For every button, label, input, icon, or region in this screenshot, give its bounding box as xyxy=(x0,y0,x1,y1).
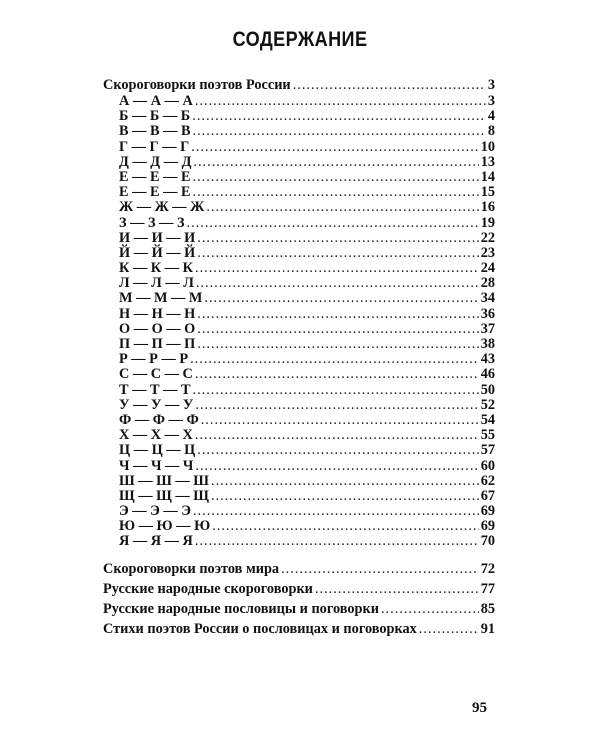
toc-entry-label: К — К — К xyxy=(119,260,193,277)
page-number: 95 xyxy=(472,700,487,716)
page-title: СОДЕРЖАНИЕ xyxy=(232,28,368,51)
toc-page-number: 16 xyxy=(480,199,495,216)
toc-entry-label: Щ — Щ — Щ xyxy=(119,487,209,504)
toc-entry[interactable] xyxy=(103,185,495,200)
toc-page-number: 22 xyxy=(480,229,495,246)
toc-entry[interactable] xyxy=(103,534,495,549)
toc-entry-label: А — А — А xyxy=(119,93,193,109)
dot-leader xyxy=(192,109,486,124)
toc-entry[interactable] xyxy=(103,276,495,291)
toc-entry[interactable] xyxy=(103,216,495,231)
toc-page-number: 3 xyxy=(487,77,495,93)
toc-page-number: 52 xyxy=(480,396,495,413)
toc-page-number: 37 xyxy=(480,320,495,337)
dot-leader xyxy=(195,261,479,276)
toc-section[interactable] xyxy=(103,599,495,619)
toc-page-number: 13 xyxy=(480,153,495,170)
toc-section[interactable] xyxy=(103,579,495,599)
toc-page-number: 3 xyxy=(487,93,495,109)
toc-entry-label: Г — Г — Г xyxy=(119,138,190,155)
dot-leader xyxy=(212,519,479,534)
toc-entry-label: Е — Е — Е xyxy=(119,184,191,201)
toc-entry[interactable] xyxy=(103,398,495,413)
toc-entry[interactable] xyxy=(103,291,495,306)
toc-entry-label: Н — Н — Н xyxy=(119,305,196,322)
dot-leader xyxy=(197,337,478,352)
toc-page-number: 72 xyxy=(480,560,495,577)
toc-entry-label: Р — Р — Р xyxy=(119,351,189,368)
toc-page-number: 62 xyxy=(480,472,495,489)
dot-leader xyxy=(195,428,479,443)
dot-leader xyxy=(281,559,479,579)
dot-leader xyxy=(197,443,478,458)
toc-entry[interactable] xyxy=(103,155,495,170)
toc-section[interactable] xyxy=(103,75,495,94)
toc-page-number: 23 xyxy=(480,244,495,261)
toc-entry-label: Ж — Ж — Ж xyxy=(119,199,205,216)
dot-leader xyxy=(197,322,478,337)
toc-entry-label: Л — Л — Л xyxy=(119,275,194,292)
section-spacer xyxy=(103,550,495,559)
dot-leader xyxy=(196,276,479,291)
dot-leader xyxy=(381,599,479,619)
toc-entry[interactable] xyxy=(103,489,495,504)
toc-section-label: Скороговорки поэтов России xyxy=(103,77,291,93)
dot-leader xyxy=(195,459,478,474)
dot-leader xyxy=(193,155,478,170)
dot-leader xyxy=(193,124,486,139)
toc-entry-label: П — П — П xyxy=(119,336,196,352)
toc-entry-label: И — И — И xyxy=(119,229,196,246)
toc-section-label: Русские народные скороговорки xyxy=(103,580,313,597)
toc-section[interactable] xyxy=(103,619,495,639)
toc-entry-label: Ш — Ш — Ш xyxy=(119,472,209,489)
toc-entry-label: Э — Э — Э xyxy=(119,503,191,520)
dot-leader xyxy=(204,291,478,306)
dot-leader xyxy=(293,75,486,95)
table-of-contents xyxy=(103,75,495,639)
dot-leader xyxy=(195,367,479,382)
toc-entry-label: Й — Й — Й xyxy=(119,244,196,261)
dot-leader xyxy=(211,489,479,504)
toc-page-number: 57 xyxy=(480,442,495,459)
toc-entry[interactable] xyxy=(103,367,495,382)
toc-page-number: 77 xyxy=(480,580,495,597)
toc-page-number: 43 xyxy=(480,351,495,368)
dot-leader xyxy=(211,474,479,489)
toc-page-number: 8 xyxy=(487,123,495,140)
dot-leader xyxy=(187,216,479,231)
toc-section-label: Стихи поэтов России о пословицах и поговорках xyxy=(103,620,417,637)
dot-leader xyxy=(193,504,479,519)
toc-entry[interactable] xyxy=(103,170,495,185)
toc-page-number: 14 xyxy=(480,168,495,185)
dot-leader xyxy=(419,619,479,639)
toc-section-label: Русские народные пословицы и поговорки xyxy=(103,600,379,617)
toc-entry-label: Б — Б — Б xyxy=(119,108,191,125)
toc-entry-label: Х — Х — Х xyxy=(119,427,193,444)
toc-page-number: 10 xyxy=(480,138,495,155)
toc-entry[interactable] xyxy=(103,383,495,398)
toc-page-number: 67 xyxy=(480,487,495,504)
toc-entry[interactable] xyxy=(103,246,495,261)
toc-page-number: 46 xyxy=(480,366,495,383)
toc-entry[interactable] xyxy=(103,504,495,519)
toc-section[interactable] xyxy=(103,559,495,579)
dot-leader xyxy=(197,307,478,322)
toc-entry[interactable] xyxy=(103,337,495,352)
toc-page-number: 4 xyxy=(487,108,495,125)
toc-entry-label: Т — Т — Т xyxy=(119,381,191,398)
dot-leader xyxy=(193,185,479,200)
toc-page-number: 28 xyxy=(480,275,495,292)
toc-entry-label: У — У — У xyxy=(119,396,194,413)
dot-leader xyxy=(197,246,478,261)
toc-page-number: 69 xyxy=(480,518,495,535)
toc-page-number: 69 xyxy=(480,503,495,520)
toc-page-number: 24 xyxy=(480,260,495,277)
toc-entry[interactable] xyxy=(103,519,495,534)
toc-entry[interactable] xyxy=(103,443,495,458)
toc-entry-label: Е — Е — Е xyxy=(119,168,191,185)
toc-entry[interactable] xyxy=(103,200,495,215)
toc-entry-label: С — С — С xyxy=(119,366,193,383)
dot-leader xyxy=(315,579,479,599)
toc-entry[interactable] xyxy=(103,231,495,246)
toc-entry-label: Ф — Ф — Ф xyxy=(119,411,199,428)
toc-page-number: 36 xyxy=(480,305,495,322)
dot-leader xyxy=(195,398,478,413)
toc-page-number: 91 xyxy=(480,620,495,637)
toc-page-number: 70 xyxy=(480,533,495,550)
toc-entry[interactable] xyxy=(103,94,495,109)
toc-page-number: 38 xyxy=(480,336,495,352)
toc-entry[interactable] xyxy=(103,428,495,443)
toc-entry[interactable] xyxy=(103,474,495,489)
dot-leader xyxy=(195,534,479,549)
toc-page-number: 55 xyxy=(480,427,495,444)
toc-entry-label: Д — Д — Д xyxy=(119,153,192,170)
toc-entry-label: Ю — Ю — Ю xyxy=(119,518,211,535)
dot-leader xyxy=(191,140,479,155)
toc-entry-label: Ц — Ц — Ц xyxy=(119,442,196,459)
toc-page-number: 34 xyxy=(480,290,495,307)
toc-entry[interactable] xyxy=(103,124,495,139)
toc-entry-label: В — В — В xyxy=(119,123,191,140)
dot-leader xyxy=(197,231,478,246)
dot-leader xyxy=(195,94,486,109)
toc-entry[interactable] xyxy=(103,307,495,322)
toc-entry-label: М — М — М xyxy=(119,290,203,307)
toc-page-number: 54 xyxy=(480,411,495,428)
toc-entry[interactable] xyxy=(103,140,495,155)
toc-entry-label: Ч — Ч — Ч xyxy=(119,457,194,474)
toc-entry[interactable] xyxy=(103,109,495,124)
toc-entry[interactable] xyxy=(103,322,495,337)
toc-entry[interactable] xyxy=(103,261,495,276)
toc-entry[interactable] xyxy=(103,413,495,428)
dot-leader xyxy=(190,352,479,367)
toc-entry-label: З — З — З xyxy=(119,214,185,231)
toc-page-number: 50 xyxy=(480,381,495,398)
toc-entry[interactable] xyxy=(103,459,495,474)
toc-page-number: 85 xyxy=(480,600,495,617)
dot-leader xyxy=(206,200,478,215)
dot-leader xyxy=(193,170,479,185)
toc-page-number: 19 xyxy=(480,214,495,231)
dot-leader xyxy=(201,413,479,428)
dot-leader xyxy=(193,383,479,398)
toc-entry-label: О — О — О xyxy=(119,320,196,337)
toc-page-number: 60 xyxy=(480,457,495,474)
toc-page-number: 15 xyxy=(480,184,495,201)
toc-entry[interactable] xyxy=(103,352,495,367)
toc-section-label: Скороговорки поэтов мира xyxy=(103,560,280,577)
toc-entry-label: Я — Я — Я xyxy=(119,533,193,550)
